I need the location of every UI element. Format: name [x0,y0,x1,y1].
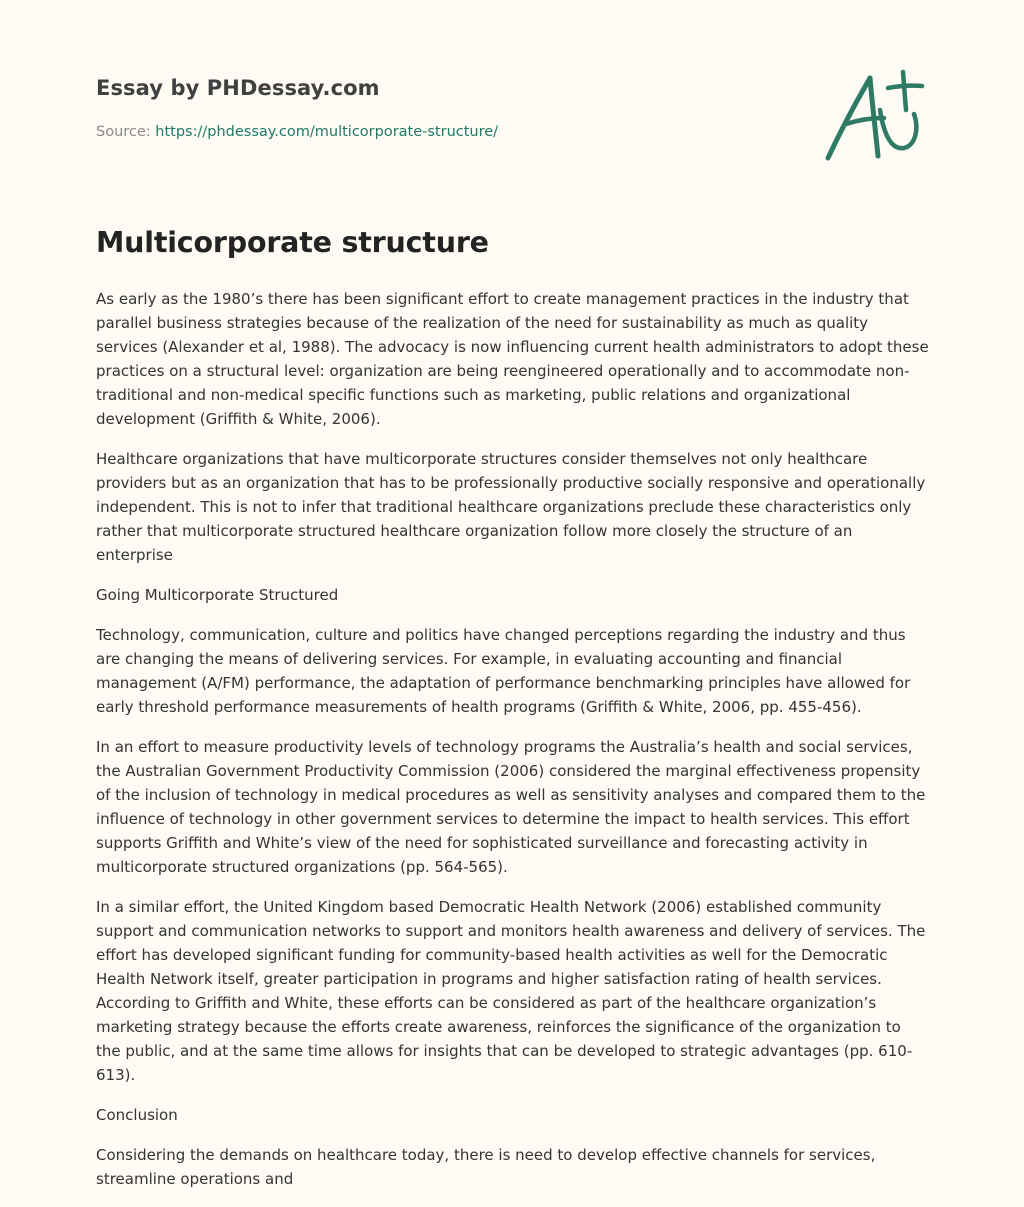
source-link[interactable]: https://phdessay.com/multicorporate-structure/ [155,124,499,140]
a-plus-logo [822,66,926,166]
section-heading: Going Multicorporate Structured [96,586,339,604]
essay-paragraph: Considering the demands on healthcare today, there is need to develop effective channels for services, streamline operations and [96,1146,876,1188]
essay-paragraph: As early as the 1980’s there has been significant effort to create management practices in the industry that parallel business strategies because of the realization of the need for sustainability as much as quality services (Alexander et al, 1988). The advocacy is now influencing current health administrators to adopt these practices on a structural level: organization are being reengineered operationally and to accommodate non-traditional and non-medical specific functions such as marketing, public relations and organizational development (Griffith & White, 2006). [96,290,929,428]
section-heading: Conclusion [96,1106,178,1124]
essay-paragraph: In an effort to measure productivity levels of technology programs the Australia’s health and social services, the Australian Government Productivity Commission (2006) considered the marginal effectiveness propensity of the inclusion of technology in medical procedures as well as sensitivity analyses and compared them to the influence of technology in other government services to determine the impact to health services. This effort supports Griffith and White’s view of the need for sophisticated surveillance and forecasting activity in multicorporate structured organizations (pp. 564-565). [96,738,926,876]
source-line [96,124,498,140]
essay-paragraph: Healthcare organizations that have multicorporate structures consider themselves not only healthcare providers but as an organization that has to be professionally productive socially responsive and operationally independent. This is not to infer that traditional healthcare organizations preclude these characteristics only rather that multicorporate structured healthcare organization follow more closely the structure of an enterprise [96,450,926,564]
a-plus-logo-icon [822,66,926,166]
essay-body [96,287,930,1207]
site-title: Essay by PHDessay.com [96,76,380,100]
essay-paragraph: In a similar effort, the United Kingdom based Democratic Health Network (2006) established community support and communication networks to support and monitors health awareness and delivery of services. The effort has developed significant funding for community-based health activities as well for the Democratic Health Network itself, greater participation in programs and higher satisfaction rating of health services. According to Griffith and White, these efforts can be considered as part of the healthcare organization’s marketing strategy because the efforts create awareness, reinforces the significance of the organization to the public, and at the same time allows for insights that can be developed to strategic advantages (pp. 610-613). [96,898,926,1084]
source-label: Source: [96,124,151,140]
essay-title: Multicorporate structure [96,226,489,259]
essay-paragraph: Technology, communication, culture and politics have changed perceptions regarding the industry and thus are changing the means of delivering services. For example, in evaluating accounting and financial management (A/FM) performance, the adaptation of performance benchmarking principles have allowed for early threshold performance measurements of health programs (Griffith & White, 2006, pp. 455-456). [96,626,911,716]
